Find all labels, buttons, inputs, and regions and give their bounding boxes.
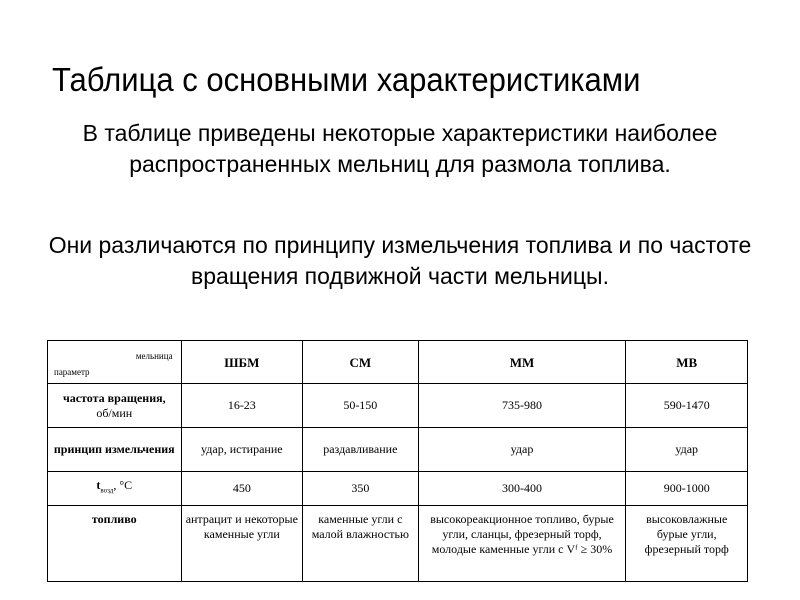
table-cell: удар	[626, 428, 748, 472]
table-cell: раздавливание	[303, 428, 418, 472]
row-label-rotation-speed	[48, 384, 182, 428]
table-row	[48, 506, 748, 582]
table-cell: антрацит и некоторые каменные угли	[181, 506, 303, 582]
param-unit: , °С	[113, 478, 133, 493]
table-header-row	[48, 341, 748, 384]
table-cell: высоковлажные бурые угли, фрезерный торф	[626, 506, 748, 582]
column-header-sm: СМ	[303, 341, 418, 384]
corner-label-parameter: параметр	[54, 367, 90, 377]
intro-paragraph: В таблице приведены некоторые характеристики наиболее распространенных мельниц для размола топлива.	[82, 120, 718, 177]
table-cell: 350	[303, 472, 418, 506]
table-cell: удар	[418, 428, 626, 472]
mills-characteristics-table	[47, 340, 748, 582]
corner-header-cell	[48, 341, 182, 384]
corner-label-mill: мельница	[135, 351, 173, 361]
table-cell: 590-1470	[626, 384, 748, 428]
table-cell: 735-980	[418, 384, 626, 428]
difference-paragraph: Они различаются по принципу измельчения топлива и по частоте вращения подвижной части мельницы.	[48, 232, 752, 289]
row-label-fuel: топливо	[48, 506, 182, 582]
slide-title: Таблица с основными характеристиками	[52, 61, 641, 98]
table-cell: высокореакционное топливо, бурые угли, сланцы, фрезерный торф, молодые каменные угли с Vᶠ ≥ 30%	[418, 506, 626, 582]
table-cell: 900-1000	[626, 472, 748, 506]
table-cell: каменные угли с малой влажностью	[303, 506, 418, 582]
table-row	[48, 384, 748, 428]
table-cell: 16-23	[181, 384, 303, 428]
table-cell: 300-400	[418, 472, 626, 506]
table-cell: удар, истирание	[181, 428, 303, 472]
table-row	[48, 428, 748, 472]
param-unit: об/мин	[96, 405, 133, 420]
param-subscript: возд	[100, 486, 114, 495]
table-cell: 50-150	[303, 384, 418, 428]
column-header-shbm: ШБМ	[181, 341, 303, 384]
column-header-mv: МВ	[626, 341, 748, 384]
column-header-mm: ММ	[418, 341, 626, 384]
param-name: t	[96, 478, 101, 493]
param-name: частота вращения,	[62, 390, 166, 405]
row-label-grinding-principle: принцип измельчения	[48, 428, 182, 472]
table-row	[48, 472, 748, 506]
table-cell: 450	[181, 472, 303, 506]
row-label-air-temperature	[48, 472, 182, 506]
